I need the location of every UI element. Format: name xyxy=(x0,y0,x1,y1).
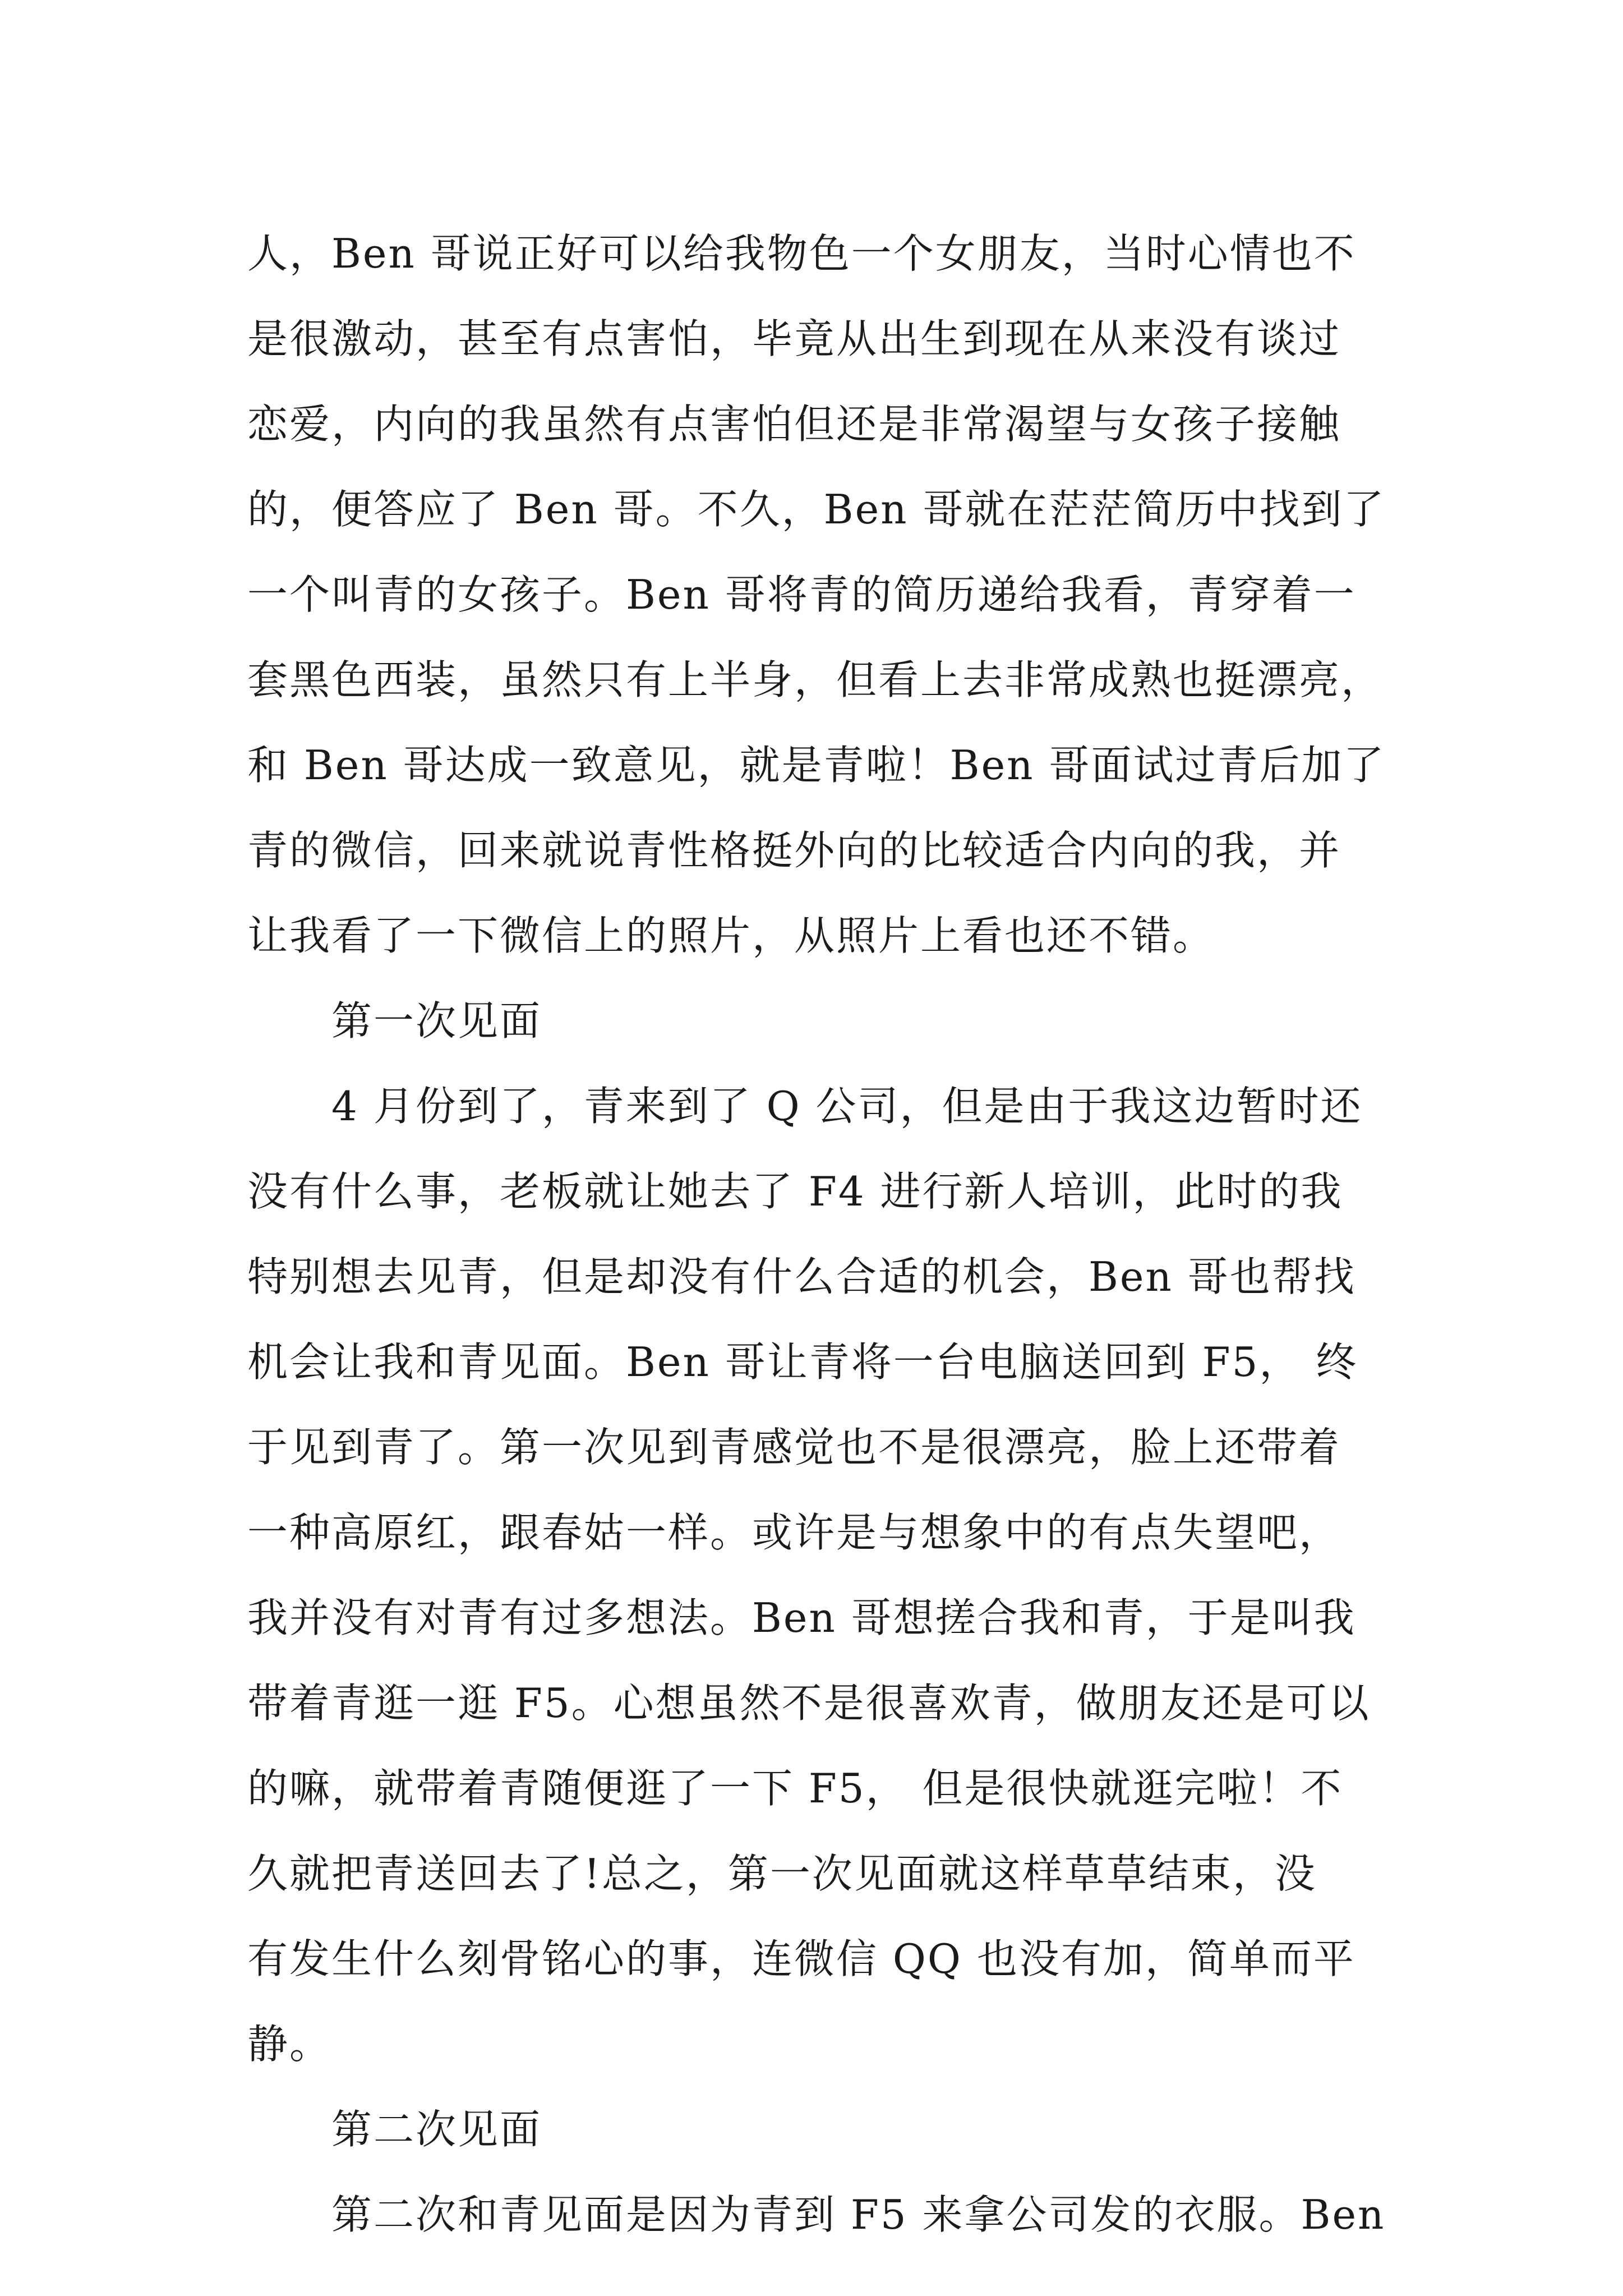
text-line: 一个叫青的女孩子。Ben 哥将青的简历递给我看，青穿着一 xyxy=(247,571,1356,618)
section-heading: 第二次见面 xyxy=(331,2106,542,2153)
paragraph-start-line: 4 月份到了，青来到了 Q 公司，但是由于我这边暂时还 xyxy=(331,1083,1363,1130)
text-line: 的，便答应了 Ben 哥。不久，Ben 哥就在茫茫简历中找到了 xyxy=(247,486,1386,533)
text-line: 久就把青送回去了!总之，第一次见面就这样草草结束，没 xyxy=(247,1850,1317,1897)
text-line: 特别想去见青，但是却没有什么合适的机会，Ben 哥也帮找 xyxy=(247,1253,1356,1300)
body-text xyxy=(247,211,1391,2257)
text-line: 和 Ben 哥达成一致意见，就是青啦！Ben 哥面试过青后加了 xyxy=(247,742,1386,789)
text-line: 人，Ben 哥说正好可以给我物色一个女朋友，当时心情也不 xyxy=(247,230,1356,277)
text-line: 于见到青了。第一次见到青感觉也不是很漂亮，脸上还带着 xyxy=(247,1424,1341,1471)
text-line: 套黑色西装，虽然只有上半身，但看上去非常成熟也挺漂亮， xyxy=(247,656,1384,703)
paragraph-start-line: 第二次和青见面是因为青到 F5 来拿公司发的衣服。Ben xyxy=(331,2191,1386,2238)
text-line: 让我看了一下微信上的照片，从照片上看也还不错。 xyxy=(247,912,1215,959)
text-line: 我并没有对青有过多想法。Ben 哥想搓合我和青，于是叫我 xyxy=(247,1594,1356,1641)
text-line: 静。 xyxy=(247,2021,332,2068)
text-line: 恋爱，内向的我虽然有点害怕但还是非常渴望与女孩子接触 xyxy=(247,401,1341,448)
text-line: 带着青逛一逛 F5。心想虽然不是很喜欢青，做朋友还是可以 xyxy=(247,1680,1371,1727)
section-heading: 第一次见面 xyxy=(331,997,542,1045)
text-line: 没有什么事，老板就让她去了 F4 进行新人培训，此时的我 xyxy=(247,1168,1343,1215)
text-line: 青的微信，回来就说青性格挺外向的比较适合内向的我，并 xyxy=(247,827,1341,874)
text-line: 有发生什么刻骨铭心的事，连微信 QQ 也没有加，简单而平 xyxy=(247,1935,1355,1982)
text-line: 是很激动，甚至有点害怕，毕竟从出生到现在从来没有谈过 xyxy=(247,315,1341,362)
text-line: 的嘛，就带着青随便逛了一下 F5， 但是很快就逛完啦！不 xyxy=(247,1765,1343,1812)
text-line: 一种高原红，跟春姑一样。或许是与想象中的有点失望吧， xyxy=(247,1509,1341,1556)
text-line: 机会让我和青见面。Ben 哥让青将一台电脑送回到 F5， 终 xyxy=(247,1338,1358,1386)
